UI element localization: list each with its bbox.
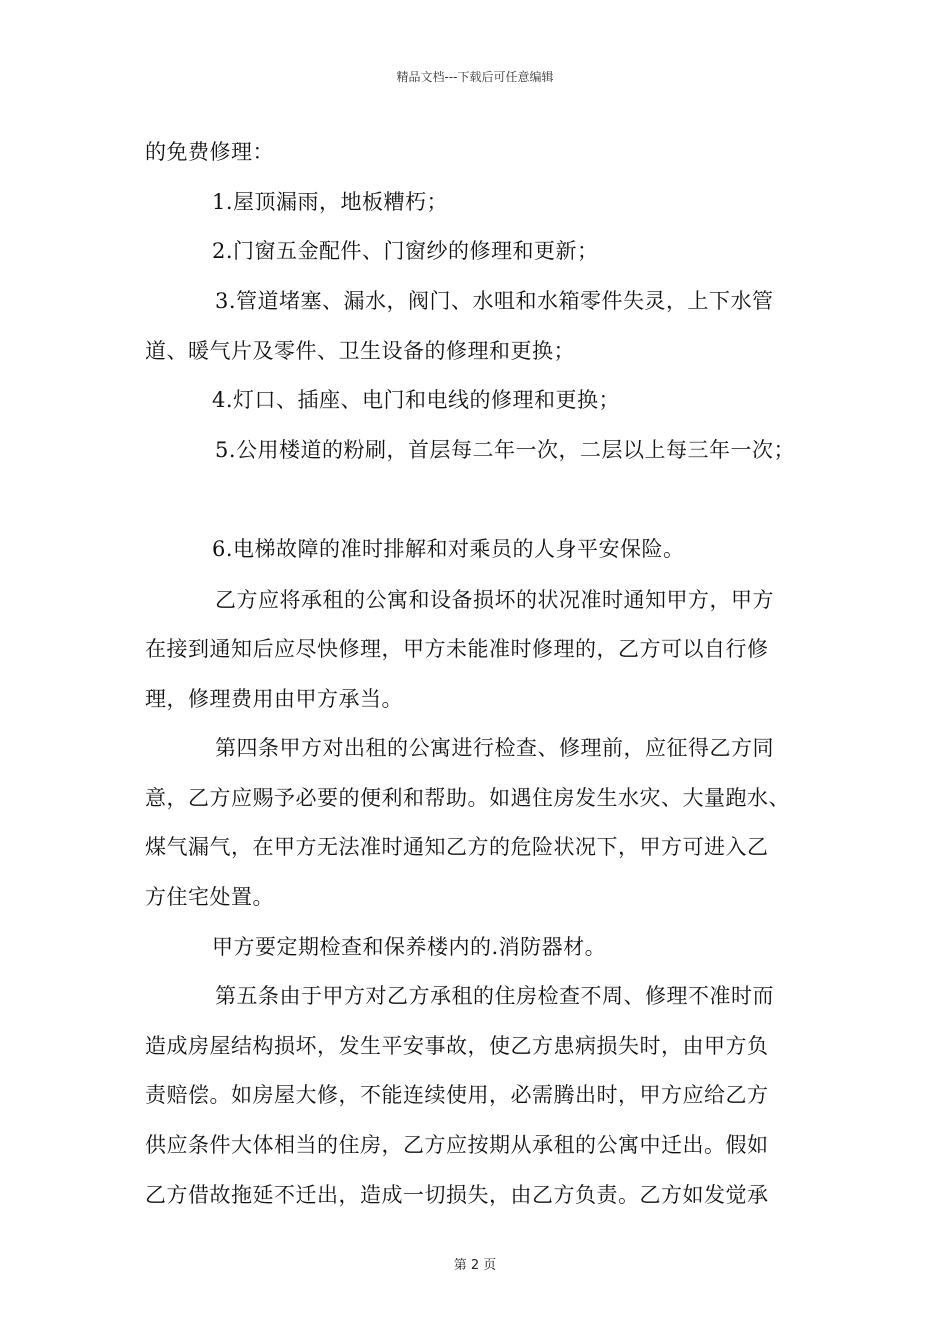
paragraph-first-line: 第五条由于甲方对乙方承租的住房检查不周、修理不准时而 <box>215 984 774 1008</box>
text-line: 责赔偿。如房屋大修，不能连续使用，必需腾出时，甲方应给乙方 <box>145 1083 769 1107</box>
text-line: 意，乙方应赐予必要的便利和帮助。如遇住房发生水灾、大量跑水、 <box>145 786 790 810</box>
list-item: 4.灯口、插座、电门和电线的修理和更换； <box>212 388 621 412</box>
page-number: 第 2 页 <box>453 1258 497 1273</box>
text-line: 煤气漏气，在甲方无法准时通知乙方的危险状况下，甲方可进入乙 <box>145 835 769 859</box>
text-line: 造成房屋结构损坏，发生平安事故，使乙方患病损失时，由甲方负 <box>145 1034 769 1058</box>
text-line: 供应条件大体相当的住房，乙方应按期从承租的公寓中迁出。假如 <box>145 1133 769 1157</box>
paragraph-first-line: 甲方要定期检查和保养楼内的.消防器材。 <box>212 935 607 959</box>
text-line: 的免费修理： <box>145 140 274 164</box>
paragraph-first-line: 第四条甲方对出租的公寓进行检查、修理前，应征得乙方同 <box>215 736 774 760</box>
page-header: 精品文档---下载后可任意编辑 <box>396 70 554 84</box>
text-line: 方住宅处置。 <box>145 885 274 909</box>
list-item: 1.屋顶漏雨，地板糟朽； <box>212 190 449 214</box>
list-item: 5.公用楼道的粉刷，首层每二年一次，二层以上每三年一次； <box>215 438 796 462</box>
list-item: 2.门窗五金配件、门窗纱的修理和更新； <box>212 239 599 263</box>
paragraph-first-line: 乙方应将承租的公寓和设备损坏的状况准时通知甲方，甲方 <box>215 588 774 612</box>
list-item: 6.电梯故障的准时排解和对乘员的人身平安保险。 <box>212 537 685 561</box>
text-line: 乙方借故拖延不迁出，造成一切损失，由乙方负责。乙方如发觉承 <box>145 1183 769 1207</box>
text-line: 道、暖气片及零件、卫生设备的修理和更换； <box>145 339 575 363</box>
text-line: 理，修理费用由甲方承当。 <box>145 687 403 711</box>
text-line: 在接到通知后应尽快修理，甲方未能准时修理的，乙方可以自行修 <box>145 637 769 661</box>
list-item: 3.管道堵塞、漏水，阀门、水咀和水箱零件失灵，上下水管 <box>215 289 774 313</box>
